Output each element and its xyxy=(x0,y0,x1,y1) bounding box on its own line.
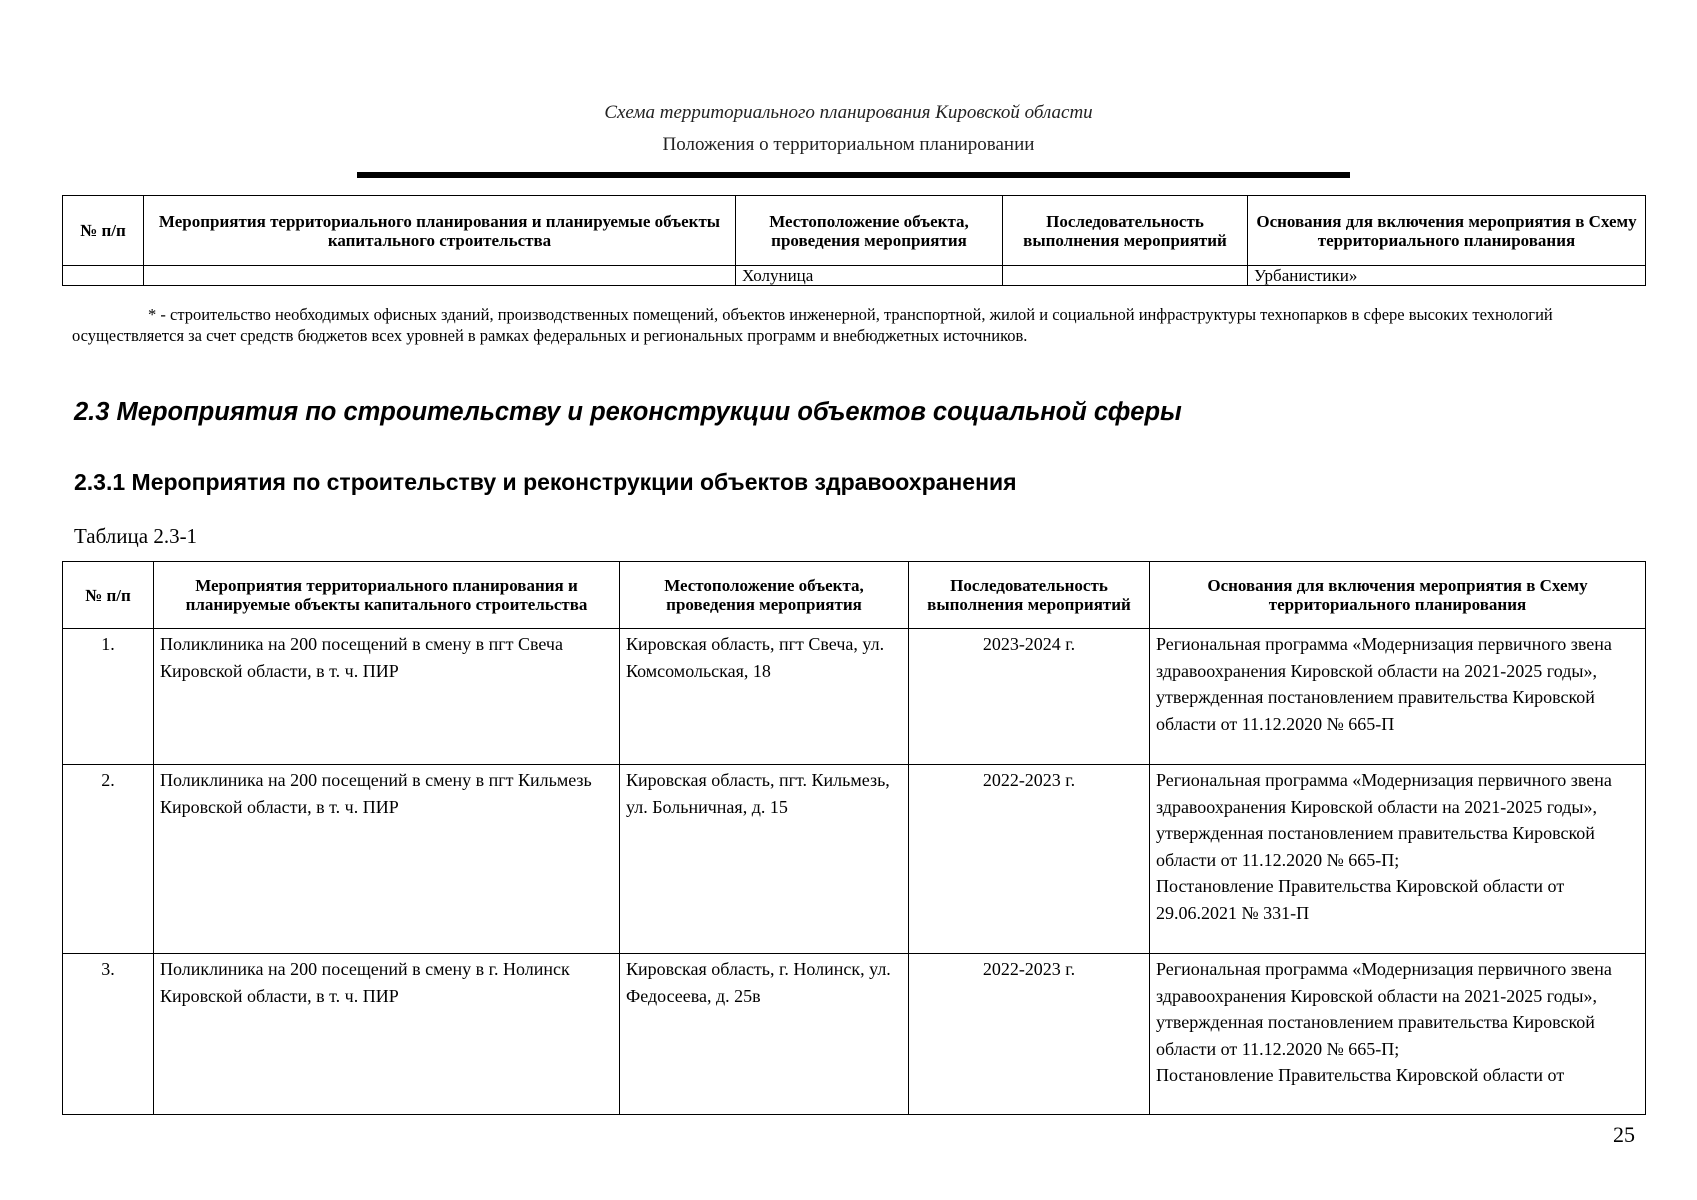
column-header-sequence: Последовательность выполнения мероприятий xyxy=(1003,196,1248,266)
table-row xyxy=(63,629,1646,765)
cell-basis: Урбанистики» xyxy=(1248,266,1646,286)
cell-sequence: 2022-2023 г. xyxy=(909,765,1150,954)
healthcare-table xyxy=(62,561,1646,1115)
cell-basis: Региональная программа «Модернизация первичного звена здравоохранения Кировской области на 2021-2025 годы», утвержденная постановлением правительства Кировской области от 11.12.2020 № 665-П; Постановление Правительства Кировской области от xyxy=(1150,954,1646,1115)
cell-name: Поликлиника на 200 посещений в смену в пгт Кильмезь Кировской области, в т. ч. ПИР xyxy=(154,765,620,954)
cell-location: Кировская область, г. Нолинск, ул. Федосеева, д. 25в xyxy=(620,954,909,1115)
column-header-location: Местоположение объекта, проведения мероприятия xyxy=(736,196,1003,266)
column-header-basis: Основания для включения мероприятия в Схему территориального планирования xyxy=(1248,196,1646,266)
cell-location: Кировская область, пгт. Кильмезь, ул. Больничная, д. 15 xyxy=(620,765,909,954)
column-header-basis: Основания для включения мероприятия в Схему территориального планирования xyxy=(1150,562,1646,629)
cell-sequence: 2023-2024 г. xyxy=(909,629,1150,765)
cell-num: 2. xyxy=(63,765,154,954)
column-header-name: Мероприятия территориального планирования и планируемые объекты капитального строительства xyxy=(144,196,736,266)
cell-num xyxy=(63,266,144,286)
cell-basis: Региональная программа «Модернизация первичного звена здравоохранения Кировской области на 2021-2025 годы», утвержденная постановлением правительства Кировской области от 11.12.2020 № 665-П xyxy=(1150,629,1646,765)
column-header-name: Мероприятия территориального планирования и планируемые объекты капитального строительства xyxy=(154,562,620,629)
header-divider xyxy=(357,172,1350,178)
cell-sequence: 2022-2023 г. xyxy=(909,954,1150,1115)
running-header-subtitle: Положения о территориальном планировании xyxy=(662,134,1035,155)
cell-name: Поликлиника на 200 посещений в смену в г. Нолинск Кировской области, в т. ч. ПИР xyxy=(154,954,620,1115)
cell-location: Холуница xyxy=(736,266,1003,286)
page-number: 25 xyxy=(1613,1122,1635,1147)
column-header-num: № п/п xyxy=(63,196,144,266)
footnote: * - строительство необходимых офисных зданий, производственных помещений, объектов инженерной, транспортной, жилой и социальной инфраструктуры технопарков в сфере высоких технологий осуществляется за счет средств бюджетов всех уровней в рамках федеральных и региональных программ и внебюджетных источников. xyxy=(72,305,1553,345)
table-row xyxy=(63,765,1646,954)
cell-name: Поликлиника на 200 посещений в смену в пгт Свеча Кировской области, в т. ч. ПИР xyxy=(154,629,620,765)
cell-num: 3. xyxy=(63,954,154,1115)
subsection-heading: 2.3.1 Мероприятия по строительству и реконструкции объектов здравоохранения xyxy=(74,469,1017,495)
table-row xyxy=(63,266,1646,286)
section-heading: 2.3 Мероприятия по строительству и реконструкции объектов социальной сферы xyxy=(74,398,1182,426)
continued-table xyxy=(62,195,1646,286)
cell-name xyxy=(144,266,736,286)
column-header-location: Местоположение объекта, проведения мероприятия xyxy=(620,562,909,629)
table-row xyxy=(63,954,1646,1115)
cell-location: Кировская область, пгт Свеча, ул. Комсомольская, 18 xyxy=(620,629,909,765)
cell-num: 1. xyxy=(63,629,154,765)
cell-sequence xyxy=(1003,266,1248,286)
column-header-num: № п/п xyxy=(63,562,154,629)
table-caption: Таблица 2.3-1 xyxy=(74,524,198,548)
column-header-sequence: Последовательность выполнения мероприятий xyxy=(909,562,1150,629)
running-header-title: Схема территориального планирования Кировской области xyxy=(604,102,1093,123)
cell-basis: Региональная программа «Модернизация первичного звена здравоохранения Кировской области на 2021-2025 годы», утвержденная постановлением правительства Кировской области от 11.12.2020 № 665-П; Постановление Правительства Кировской области от 29.06.2021 № 331-П xyxy=(1150,765,1646,954)
